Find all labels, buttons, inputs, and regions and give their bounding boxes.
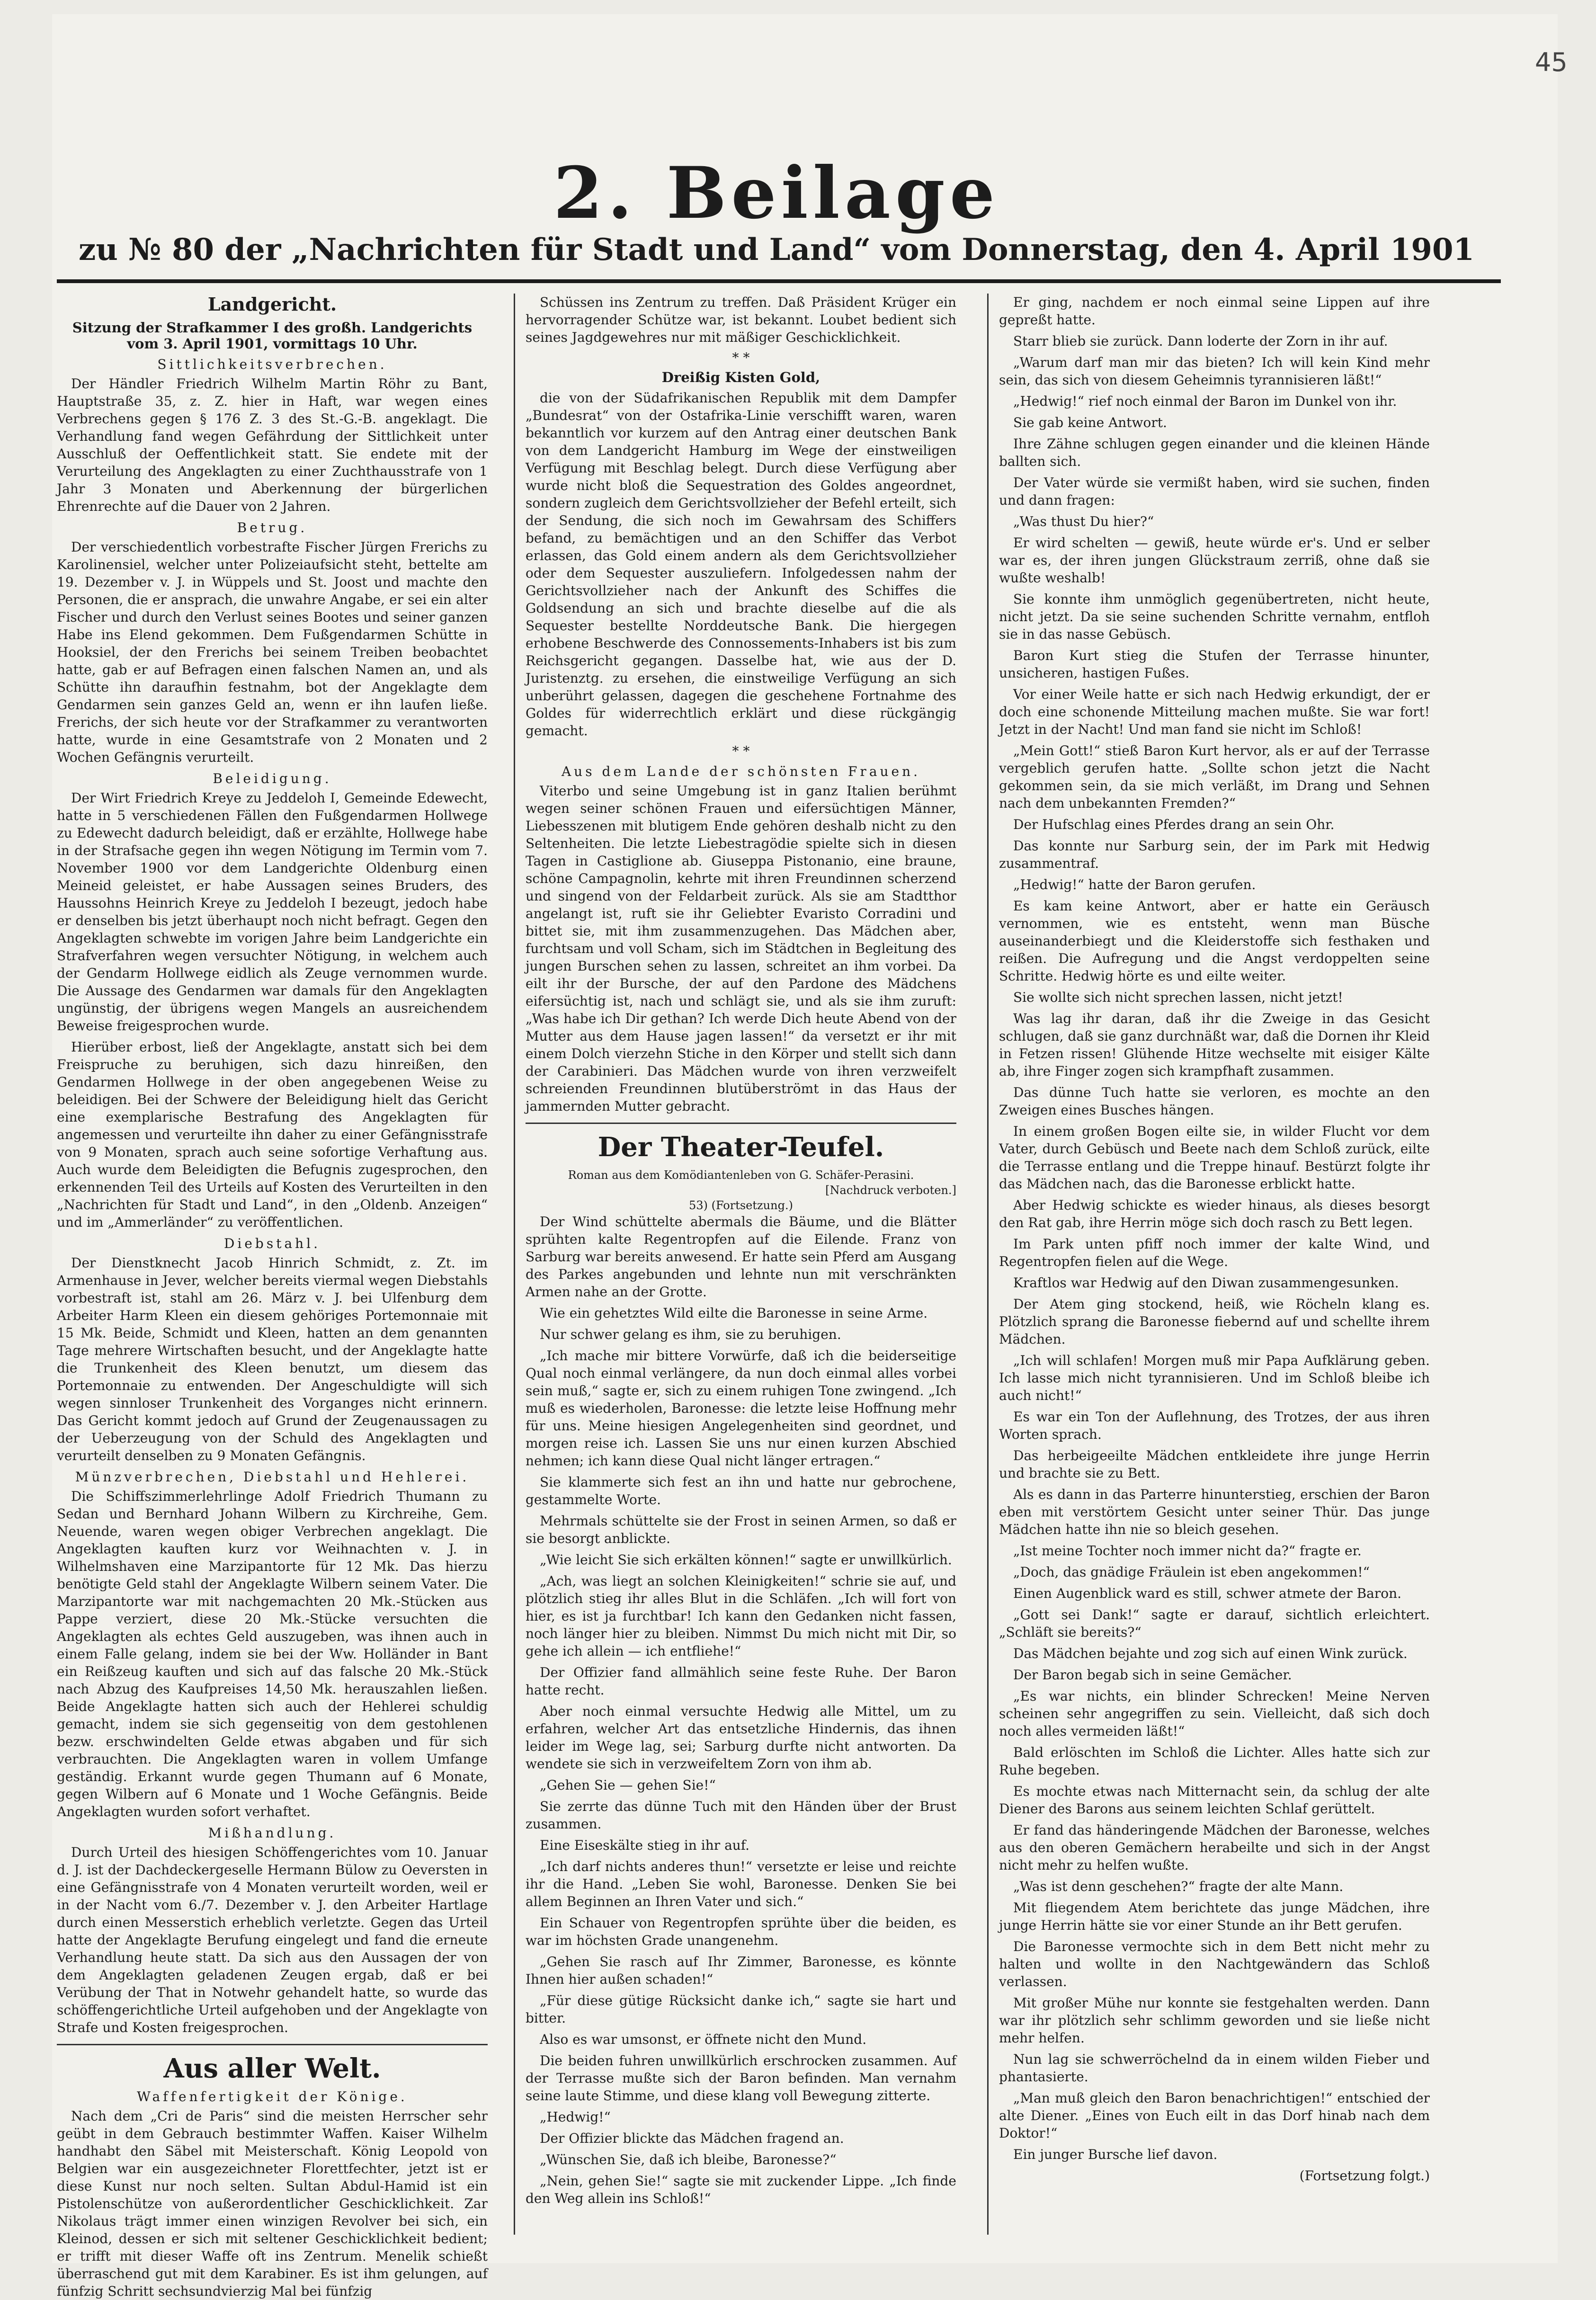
article-heading: Aus dem Lande der schönsten Frauen.: [561, 764, 921, 779]
paragraph: „Warum darf man mir das bieten? Ich will kein Kind mehr sein, das sich von diesem Geheimnis tyrannisieren läßt!“: [999, 355, 1430, 388]
paragraph: Das herbeigeeilte Mädchen entkleidete ihre junge Herrin und brachte sie zu Bett.: [999, 1448, 1430, 1481]
article-heading: Dreißig Kisten Gold,: [661, 369, 820, 385]
paragraph: Nur schwer gelang es ihm, sie zu beruhigen.: [540, 1327, 841, 1342]
reprint-note: [Nachdruck verboten.]: [825, 1184, 956, 1197]
paragraph: Der Offizier fand allmählich seine feste Ruhe. Der Baron hatte recht.: [526, 1665, 956, 1698]
paragraph: Im Park unten pfiff noch immer der kalte Wind, und Regentropfen fielen auf die Wege.: [999, 1236, 1430, 1269]
paragraph: Wie ein gehetztes Wild eilte die Baronesse in seine Arme.: [540, 1305, 928, 1321]
paragraph: Sie konnte ihm unmöglich gegenübertreten, nicht heute, nicht jetzt. Da sie seine suchenden Schritte vernahm, entfloh sie in das nasse Gebüsch.: [999, 591, 1430, 642]
session-heading: Sitzung der Strafkammer I des großh. Landgerichts vom 3. April 1901, vormittags 10 Uhr.: [72, 320, 473, 352]
paragraph: „Gehen Sie — gehen Sie!“: [540, 1777, 716, 1793]
section-title: Landgericht.: [207, 294, 337, 315]
section-rule: [57, 2044, 488, 2045]
paragraph: die von der Südafrikanischen Republik mit dem Dampfer „Bundesrat“ von der Ostafrika-Linie verschifft waren, waren bekanntlich vor kurzem auf den Antrag einer deutschen Bank von dem Landgericht Hamburg im Wege der einstweiligen Verfügung mit Beschlag belegt. Durch diese Verfügung aber wurde nicht bloß die Sequestration des Goldes angeordnet, sondern zugleich dem Gerichtsvollzieher der Befehl erteilt, sich der Sendung, die sich noch im Gewahrsam des Schiffers befand, zu bemächtigen und an den Schiffer das Verbot erlassen, das Gold einem andern als dem Gerichtsvollzieher oder dem Sequester auszuliefern. Infolgedessen nahm der Gerichtsvollzieher nach der Ankunft des Schiffes die Goldsendung an sich und brachte dieselbe auf die als Sequester bestellte Norddeutsche Bank. Die hiergegen erhobene Beschwerde des Connossements-Inhabers ist bis zum Reichsgericht gegangen. Dasselbe hat, wie aus der D. Juristenztg. zu ersehen, die einstweilige Verfügung an sich unberührt gelassen, dagegen die geschehene Fortnahme des Goldes für widerrechtlich erklärt und diese rückgängig gemacht.: [526, 390, 956, 739]
paragraph: Aber Hedwig schickte es wieder hinaus, als dieses besorgt den Rat gab, ihre Herrin möge sich doch rasch zu Bett legen.: [999, 1197, 1430, 1230]
newspaper-page: [52, 14, 1568, 2299]
paragraph: Der Wirt Friedrich Kreye zu Jeddeloh I, Gemeinde Edewecht, hatte in 5 verschiedenen Fällen den Fußgendarmen Hollwege zu Edewecht dadurch beleidigt, daß er erzählte, Hollwege habe in der Strafsache gegen ihn wegen Nötigung im Termin vom 7. November 1900 vor dem Landgerichte Oldenburg einen Meineid geleistet, er habe Aussagen seines Bruders, des Haussohns Heinrich Kreye zu Jeddeloh I bezeugt, jedoch habe er denselben bis jetzt überhaupt noch nicht befragt. Gegen den Angeklagten schwebte im vorigen Jahre beim Landgerichte ein Strafverfahren wegen versuchter Nötigung, in welchem auch der Gendarm Hollwege eidlich als Zeuge vernommen wurde. Die Aussage des Gendarmen war damals für den Angeklagten ungünstig, der übrigens wegen Mangels an ausreichendem Beweise freigesprochen wurde.: [57, 790, 488, 1034]
paragraph: Mit großer Mühe nur konnte sie festgehalten werden. Dann war ihr plötzlich sehr schlimm geworden und sie ließe nicht mehr helfen.: [999, 1995, 1430, 2046]
paragraph: „Gehen Sie rasch auf Ihr Zimmer, Baronesse, es könnte Ihnen hier außen schaden!“: [526, 1954, 956, 1987]
subheading: Betrug.: [237, 520, 308, 535]
paragraph: Der Wind schüttelte abermals die Bäume, und die Blätter sprühten kalte Regentropfen auf die Eilende. Franz von Sarburg war bereits anwesend. Er hatte sein Pferd am Ausgang des Parkes angebunden und lehnte nun mit verschränkten Armen nahe an der Grotte.: [526, 1214, 956, 1300]
column-2: [526, 294, 956, 2235]
subheading: Mißhandlung.: [208, 1825, 337, 1841]
paragraph: „Ist meine Tochter noch immer nicht da?“ fragte er.: [1013, 1543, 1362, 1559]
paragraph: In einem großen Bogen eilte sie, in wilder Flucht vor dem Vater, durch Gebüsch und Beete nach dem Schloß zurück, eilte die Terrasse entlang und die Treppe hinauf. Bestürzt folgte ihr das Mädchen nach, das die Baronesse erblickt hatte.: [999, 1123, 1430, 1192]
serial-continuation: (Fortsetzung.): [711, 1199, 793, 1212]
paragraph: Sie klammerte sich fest an ihn und hatte nur gebrochene, gestammelte Worte.: [526, 1474, 956, 1507]
paragraph: Die Schiffszimmerlehrlinge Adolf Friedrich Thumann zu Sedan und Bernhard Johann Wilbern zu Kirchreihe, Gem. Neuende, waren wegen obiger Verbrechen angeklagt. Die Angeklagten kauften kurz vor Weihnachten v. J. in Wilhelmshaven eine Marzipantorte für 12 Mk. Das hierzu benötigte Geld stahl der Angeklagte Wilbern seinem Vater. Die Marzipantorte war mit nachgemachten 20 Mk.-Stücken aus Pappe verziert, diese 20 Mk.-Stücke versuchten die Angeklagten als echtes Geld auszugeben, was ihnen auch in einem Falle gelang, indem sie bei der Ww. Holländer in Bant ein Reißzeug kauften und sich auf das falsche 20 Mk.-Stück nach Abzug des Kaufpreises 14,50 Mk. herauszahlen ließen. Beide Angeklagte hatten sich auch der Hehlerei schuldig gemacht, indem sie sich gegenseitig von dem gestohlenen bezw. erschwindelten Gelde etwas abgaben und für sich verbrauchten. Die Angeklagten waren in vollem Umfange geständig. Erkannt wurde gegen Thumann auf 6 Monate, gegen Wilbern auf 6 Monate und 1 Woche Gefängnis. Beide Angeklagten wurden sofort verhaftet.: [57, 1489, 488, 1819]
paragraph: „Wie leicht Sie sich erkälten können!“ sagte er unwillkürlich.: [540, 1552, 952, 1568]
paragraph: Baron Kurt stieg die Stufen der Terrasse hinunter, unsicheren, hastigen Fußes.: [999, 648, 1430, 681]
paragraph: Nun lag sie schwerröchelnd da in einem wilden Fieber und phantasierte.: [999, 2051, 1430, 2085]
paragraph: Bald erlöschten im Schloß die Lichter. Alles hatte sich zur Ruhe begeben.: [999, 1745, 1430, 1778]
paragraph: „Hedwig!“ hatte der Baron gerufen.: [1013, 877, 1256, 892]
paragraph: Durch Urteil des hiesigen Schöffengerichtes vom 10. Januar d. J. ist der Dachdeckergeselle Hermann Bülow zu Oeversten in eine Gefängnisstrafe von 4 Monaten verurteilt worden, weil er in der Nacht vom 6./7. Dezember v. J. den Arbeiter Hartlage durch einen Messerstich erheblich verletzte. Gegen das Urteil hatte der Angeklagte Berufung eingelegt und fand die erneute Verhandlung heute statt. Da sich aus den Aussagen der von dem Angeklagten geladenen Zeugen ergab, daß er bei Verübung der That in Notwehr gehandelt hatte, so wurde das schöffengerichtliche Urteil aufgehoben und der Angeklagte von Strafe und Kosten freigesprochen.: [57, 1845, 488, 2035]
paragraph: Die Baronesse vermochte sich in dem Bett nicht mehr zu halten und wollte in den Nachtgewändern das Schloß verlassen.: [999, 1939, 1430, 1989]
paragraph: „Doch, das gnädige Fräulein ist eben angekommen!“: [1013, 1564, 1370, 1580]
paragraph: Er ging, nachdem er noch einmal seine Lippen auf ihre gepreßt hatte.: [999, 294, 1430, 328]
paragraph: Sie zerrte das dünne Tuch mit den Händen über der Brust zusammen.: [526, 1799, 956, 1832]
subheading: Waffenfertigkeit der Könige.: [137, 2089, 408, 2104]
paragraph: Der Händler Friedrich Wilhelm Martin Röhr zu Bant, Hauptstraße 35, z. Z. hier in Haft, war wegen eines Verbrechens gegen § 176 Z. 3 des St.-G.-B. angeklagt. Die Verhandlung fand wegen Gefährdung der Sittlichkeit unter Ausschluß der Oeffentlichkeit statt. Sie endete mit der Verurteilung des Angeklagten zu einer Zuchthausstrafe von 1 Jahr 3 Monaten und Aberkennung der bürgerlichen Ehrenrechte auf die Dauer von 2 Jahren.: [57, 376, 488, 514]
paragraph: Ihre Zähne schlugen gegen einander und die kleinen Hände ballten sich.: [999, 436, 1430, 469]
subheading: Beleidigung.: [213, 771, 332, 786]
section-rule: [526, 1123, 956, 1124]
masthead-title: 2. Beilage: [553, 152, 1000, 235]
subheading: Sittlichkeitsverbrechen.: [157, 357, 387, 372]
paragraph: „Man muß gleich den Baron benachrichtigen!“ entschied der alte Diener. „Eines von Euch eilt in das Dorf hinab nach dem Doktor!“: [999, 2090, 1430, 2141]
paragraph: Der Dienstknecht Jacob Hinrich Schmidt, z. Zt. im Armenhause in Jever, welcher bereits viermal wegen Diebstahls vorbestraft ist, stahl am 26. März v. J. bei Ulfenburg dem Arbeiter Harm Kleen ein diesem gehöriges Portemonnaie mit 15 Mk. Beide, Schmidt und Kleen, hatten an dem genannten Tage mehrere Wirtschaften besucht, und der Angeklagte hatte die Trunkenheit des Kleen benutzt, um diesem das Portemonnaie zu entwenden. Der Angeschuldigte will sich wegen sinnloser Trunkenheit des Vorganges nicht erinnern. Das Gericht kommt jedoch auf Grund der Zeugenaussagen zu der Ueberzeugung von der Schuld des Angeklagten und verurteilt denselben zu 9 Monaten Gefängnis.: [57, 1255, 488, 1463]
section-title: Aus aller Welt.: [163, 2053, 381, 2084]
paragraph: Als es dann in das Parterre hinunterstieg, erschien der Baron eben mit verstörtem Gesicht unter seiner Thür. Das junge Mädchen hatte ihn nie so bleich gesehen.: [999, 1487, 1430, 1537]
paragraph: Der verschiedentlich vorbestrafte Fischer Jürgen Frerichs zu Karolinensiel, welcher unter Polizeiaufsicht steht, bettelte am 19. Dezember v. J. in Wüppels und St. Joost und machte den Personen, die er ansprach, die unwahre Angabe, er sei ein alter Fischer und durch den Verlust seines Bootes und seiner ganzen Habe ins Elend gekommen. Dem Fußgendarmen Schütte in Hooksiel, der den Frerichs bei seinem Treiben beobachtet hatte, gab er auf Befragen einen falschen Namen an, und als Schütte ihn daraufhin festnahm, bot der Angeklagte dem Gendarmen sein ganzes Geld an, wenn er ihn laufen ließe. Frerichs, der sich heute vor der Strafkammer zu verantworten hatte, wurde in eine Gesamtstrafe von 2 Monaten und 2 Wochen Gefängnis verurteilt.: [57, 539, 488, 765]
paragraph: Es kam keine Antwort, aber er hatte ein Geräusch vernommen, wie es entsteht, wenn man Büsche auseinanderbiegt und die Kleiderstoffe sich festhaken und reißen. Die Aufregung und die Angst verdoppelten seine Schritte. Hedwig hörte es und eilte weiter.: [999, 898, 1430, 984]
serial-title: Der Theater-Teufel.: [597, 1132, 884, 1163]
paragraph: Er wird schelten — gewiß, heute würde er's. Und er selber war es, der ihren jungen Glückstraum zerriß, ohne daß sie wußte weshalb!: [999, 535, 1430, 586]
paragraph: Also es war umsonst, er öffnete nicht den Mund.: [540, 2032, 867, 2047]
continuation-note: (Fortsetzung folgt.): [1299, 2168, 1430, 2184]
paragraph: Hierüber erbost, ließ der Angeklagte, anstatt sich bei dem Freispruche zu beruhigen, sich dazu hinreißen, den Gendarmen Hollwege in der oben angegebenen Weise zu beleidigen. Bei der Schwere der Beleidigung hielt das Gericht eine exemplarische Bestrafung des Angeklagten für angemessen und verurteilte ihn daher zu einer Gefängnisstrafe von 9 Monaten, sprach auch seine sofortige Verhaftung aus. Auch wurde dem Beleidigten die Befugnis zugesprochen, den erkennenden Teil des Urteils auf Kosten des Verurteilten in den „Nachrichten für Stadt und Land“, in den „Oldenb. Anzeigen“ und im „Ammerländer“ zu veröffentlichen.: [57, 1039, 488, 1230]
paragraph: Der Atem ging stockend, heiß, wie Röcheln klang es. Plötzlich sprang die Baronesse fiebernd auf und schellte ihrem Mädchen.: [999, 1296, 1430, 1347]
serial-number: 53): [689, 1199, 708, 1212]
subheading: Münzverbrechen, Diebstahl und Hehlerei.: [75, 1469, 470, 1485]
column-divider: [987, 294, 989, 2235]
paragraph: „Mein Gott!“ stieß Baron Kurt hervor, als er auf der Terrasse vergeblich gerufen hatte. „Sollte schon jetzt die Nacht gekommen sein, da sie mich verläßt, im Drang und Sehnen nach dem unbekannten Fremden?“: [999, 743, 1430, 811]
paragraph: Vor einer Weile hatte er sich nach Hedwig erkundigt, der er doch eine schonende Mitteilung machen mußte. Sie war fort! Jetzt in der Nacht! Und man fand sie nicht im Schloß!: [999, 686, 1430, 737]
paragraph: Die beiden fuhren unwillkürlich erschrocken zusammen. Auf der Terrasse mußte sich der Baron befinden. Man vernahm seine laute Stimme, und diese klang voll Bewegung zitterte.: [526, 2053, 956, 2104]
paragraph: Einen Augenblick ward es still, schwer atmete der Baron.: [1013, 1586, 1402, 1601]
paragraph: „Ich darf nichts anderes thun!“ versetzte er leise und reichte ihr die Hand. „Leben Sie wohl, Baronesse. Denken Sie bei allem Beginnen an Ihren Vater und sich.“: [526, 1859, 956, 1909]
paragraph: „Was thust Du hier?“: [1013, 514, 1154, 529]
subheading: Diebstahl.: [223, 1236, 321, 1251]
paragraph: „Ach, was liegt an solchen Kleinigkeiten!“ schrie sie auf, und plötzlich stieg ihr alles Blut in die Schläfen. „Ich will fort von hier, es ist ja furchtbar! Ich kann den Gedanken nicht fassen, noch länger hier zu bleiben. Nimmst Du mich nicht mit Dir, so gehe ich allein — ich entfliehe!“: [526, 1573, 956, 1659]
paragraph: Das Mädchen bejahte und zog sich auf einen Wink zurück.: [1013, 1646, 1408, 1661]
paragraph: Kraftlos war Hedwig auf den Diwan zusammengesunken.: [1013, 1275, 1399, 1291]
column-divider: [514, 294, 515, 2235]
paragraph: Mit fliegendem Atem berichtete das junge Mädchen, ihre junge Herrin hätte sie vor einer Stunde an ihr Bett gerufen.: [999, 1900, 1430, 1933]
paragraph: Es mochte etwas nach Mitternacht sein, da schlug der alte Diener des Barons aus seinem leichten Schlaf gerüttelt.: [999, 1783, 1430, 1817]
column-3: [999, 294, 1430, 2235]
paragraph: Sie gab keine Antwort.: [1013, 415, 1167, 430]
paragraph: „Ich will schlafen! Morgen muß mir Papa Aufklärung geben. Ich lasse mich nicht tyrannisieren. Und im Schloß bleibe ich auch nicht!“: [999, 1353, 1430, 1403]
paragraph: Eine Eiseskälte stieg in ihr auf.: [540, 1837, 750, 1853]
paragraph: Der Hufschlag eines Pferdes drang an sein Ohr.: [1013, 817, 1335, 832]
paragraph: Was lag ihr daran, daß ihr die Zweige in das Gesicht schlugen, daß sie ganz durchnäßt war, daß die Dornen ihr Kleid in Fetzen rissen! Glühende Hitze wechselte mit eisiger Kälte ab, ihre Finger zogen sich krampfhaft zusammen.: [999, 1011, 1430, 1079]
paragraph: Das konnte nur Sarburg sein, der im Park mit Hedwig zusammentraf.: [999, 838, 1430, 871]
paragraph: „Hedwig!“ rief noch einmal der Baron im Dunkel von ihr.: [1013, 393, 1397, 409]
paragraph: „Für diese gütige Rücksicht danke ich,“ sagte sie hart und bitter.: [526, 1993, 956, 2026]
paragraph: „Wünschen Sie, daß ich bleibe, Baronesse?“: [540, 2152, 837, 2167]
paragraph: Ein Schauer von Regentropfen sprühte über die beiden, es war im höchsten Grade unangenehm.: [526, 1915, 956, 1948]
separator-stars: * *: [732, 350, 750, 366]
paragraph: Starr blieb sie zurück. Dann loderte der Zorn in ihr auf.: [1013, 333, 1388, 349]
paragraph: Nach dem „Cri de Paris“ sind die meisten Herrscher sehr geübt in dem Gebrauch bestimmter Waffen. Kaiser Wilhelm handhabt den Säbel mit Meisterschaft. König Leopold von Belgien war ein ausgezeichneter Florettfechter, jetzt ist er diese Kunst nur noch selten. Sultan Abdul-Hamid ist ein Pistolenschütze von außerordentlicher Geschicklichkeit. Zar Nikolaus trägt immer einen winzigen Revolver bei sich, ein Kleinod, dessen er sich mit seltener Geschicklichkeit bedient; er trifft mit dieser Waffe oft ins Zentrum. Menelik schießt überraschend gut mit dem Karabiner. Es ist ihm gelungen, auf fünfzig Schritt sechsundvierzig Mal bei fünfzig: [57, 2108, 488, 2299]
paragraph: „Was ist denn geschehen?“ fragte der alte Mann.: [1013, 1879, 1344, 1894]
serial-byline: Roman aus dem Komödiantenleben von G. Schäfer-Perasini.: [568, 1168, 914, 1182]
column-1: [57, 294, 488, 2299]
paragraph: „Es war nichts, ein blinder Schrecken! Meine Nerven scheinen sehr angegriffen zu sein. Vielleicht, daß sich doch noch alles vermeiden läßt!“: [999, 1688, 1430, 1739]
paragraph: Es war ein Ton der Auflehnung, des Trotzes, der aus ihren Worten sprach.: [999, 1409, 1430, 1442]
paragraph: Er fand das händeringende Mädchen der Baronesse, welches aus den oberen Gemächern herabeilte und sich in der Angst nicht mehr zu helfen wußte.: [999, 1822, 1430, 1873]
paragraph: Viterbo und seine Umgebung ist in ganz Italien berühmt wegen seiner schönen Frauen und eifersüchtigen Männer, Liebesszenen mit blutigem Ende gehören deshalb nicht zu den Seltenheiten. Die letzte Liebestragödie spielte sich in diesen Tagen in Castiglione ab. Giuseppa Pistonanio, eine braune, schöne Campagnolin, kehrte mit ihren Freundinnen scherzend und singend von der Feldarbeit zurück. Als sie am Stadtthor angelangt ist, ruft sie ihr Geliebter Evaristo Corradini und bittet sie, mit ihm zusammenzugehen. Das Mädchen aber, furchtsam und voll Scham, sich im Städtchen in Begleitung des jungen Burschen sehen zu lassen, schreitet an ihm vorbei. Da eilt ihr der Bursche, der auf den Pardone des Mädchens eifersüchtig ist, nach und schlägt sie, und als sie ihm zuruft: „Was habe ich Dir gethan? Ich werde Dich heute Abend von der Mutter aus dem Hause jagen lassen!“ da versetzt er ihr mit einem Dolch vierzehn Stiche in den Körper und stellt sich dann der Carabinieri. Das Mädchen wurde von ihren verzweifelt schreienden Freundinnen blutüberströmt in das Haus der jammernden Mutter gebracht.: [526, 783, 956, 1114]
paragraph: Das dünne Tuch hatte sie verloren, es mochte an den Zweigen eines Busches hängen.: [999, 1085, 1430, 1118]
paragraph: Ein junger Bursche lief davon.: [1013, 2147, 1218, 2162]
paragraph: Schüssen ins Zentrum zu treffen. Daß Präsident Krüger ein hervorragender Schütze war, ist bekannt. Loubet bedient sich seines Jagdgewehres nur mit mäßiger Geschicklichkeit.: [526, 294, 956, 345]
paragraph: „Hedwig!“: [540, 2109, 611, 2125]
separator-stars: * *: [732, 743, 750, 759]
paragraph: Sie wollte sich nicht sprechen lassen, nicht jetzt!: [1013, 990, 1343, 1005]
paragraph: Der Offizier blickte das Mädchen fragend an.: [540, 2131, 844, 2146]
header-rule: [57, 279, 1501, 283]
masthead-subtitle: zu № 80 der „Nachrichten für Stadt und Land“ vom Donnerstag, den 4. April 1901: [78, 232, 1475, 267]
paragraph: Der Baron begab sich in seine Gemächer.: [1013, 1667, 1292, 1683]
paragraph: Mehrmals schüttelte sie der Frost in seinen Armen, so daß er sie besorgt anblickte.: [526, 1513, 956, 1546]
paragraph: „Gott sei Dank!“ sagte er darauf, sichtlich erleichtert. „Schläft sie bereits?“: [999, 1607, 1430, 1640]
paragraph: Der Vater würde sie vermißt haben, wird sie suchen, finden und dann fragen:: [999, 475, 1430, 508]
paragraph: Aber noch einmal versuchte Hedwig alle Mittel, um zu erfahren, welcher Art das entsetzliche Hindernis, das ihnen leider im Wege lag, sei; Sarburg durfte nicht antworten. Da wendete sie sich in verzweifeltem Zorn von ihm ab.: [526, 1703, 956, 1772]
paragraph: „Ich mache mir bittere Vorwürfe, daß ich die beiderseitige Qual noch einmal verlängere, da nun doch einmal alles vorbei sein muß,“ sagte er, sich zu einem ruhigen Tone zwingend. „Ich muß es wiederholen, Baronesse: die letzte leise Hoffnung mehr für uns. Meine hiesigen Angelegenheiten sind geordnet, und morgen reise ich. Lassen Sie uns nur einen kurzen Abschied nehmen; ich kann diese Qual nicht länger ertragen.“: [526, 1348, 956, 1469]
page-number: 45: [1535, 47, 1568, 77]
paragraph: „Nein, gehen Sie!“ sagte sie mit zuckender Lippe. „Ich finde den Weg allein ins Schloß!“: [526, 2173, 956, 2206]
